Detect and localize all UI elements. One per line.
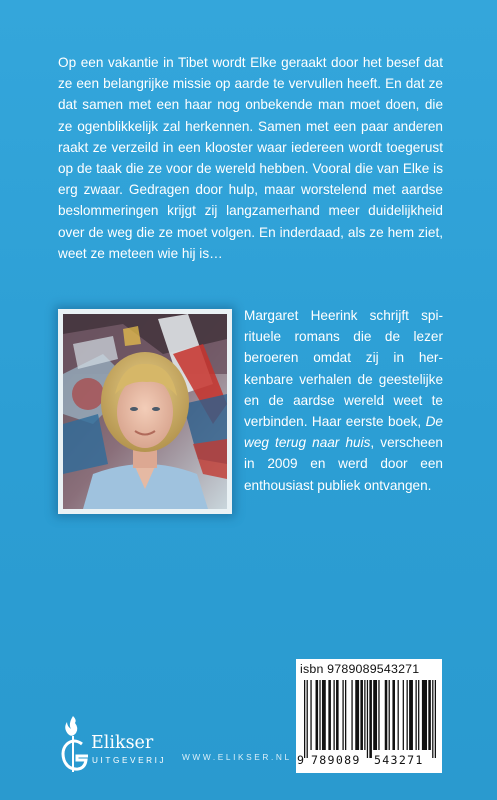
barcode-bar	[345, 680, 346, 750]
barcode-bar	[342, 680, 343, 750]
barcode-bar	[409, 680, 413, 750]
barcode-bar	[322, 680, 326, 750]
elikser-flame-g-icon	[58, 714, 92, 774]
barcode-bar	[336, 680, 339, 750]
isbn-barcode-block	[296, 659, 442, 773]
barcode-digit-first: 9	[297, 753, 304, 767]
barcode-bar	[435, 680, 436, 758]
publisher-name: Elikser	[91, 733, 154, 753]
barcode-bar	[307, 680, 308, 758]
barcode-bar	[319, 680, 320, 750]
barcode-bar	[422, 680, 427, 750]
barcode-bar	[403, 680, 404, 750]
barcode-bar	[310, 680, 311, 750]
barcode-bar	[328, 680, 331, 750]
barcode-bar	[432, 680, 433, 758]
barcode-bar	[385, 680, 388, 750]
barcode-bar	[398, 680, 399, 750]
first-book-title: De weg terug naar huis	[244, 414, 443, 451]
author-photo-frame	[58, 309, 232, 514]
barcode-bar	[418, 680, 419, 750]
barcode-bar	[355, 680, 359, 750]
barcode-bar	[428, 680, 431, 750]
barcode-bars	[304, 680, 436, 758]
barcode-bar	[367, 680, 368, 758]
barcode-bar	[407, 680, 408, 750]
barcode-bar	[351, 680, 352, 750]
barcode-bar	[416, 680, 417, 750]
barcode-bar	[316, 680, 319, 750]
author-bio-text: Margaret Heerink schrijft spirituele romans die de lezer beroeren omdat zij in herkenbare verhalen de geestelijke en de aardse wereld weet te verbinden. Haar eerste boek,	[244, 308, 443, 430]
publisher-website: WWW.ELIKSER.NL	[182, 752, 292, 762]
barcode-digit-group-left: 789089	[311, 753, 361, 767]
author-photo	[63, 314, 227, 509]
isbn-label: isbn 9789089543271	[300, 662, 420, 676]
barcode	[304, 680, 436, 758]
barcode-bar	[304, 680, 305, 758]
publisher-subtitle: UITGEVERIJ	[92, 756, 167, 765]
author-bio	[244, 305, 443, 496]
barcode-bar	[360, 680, 363, 750]
barcode-bar	[333, 680, 334, 750]
blurb-text: Op een vakantie in Tibet wordt Elke geraakt door het besef dat ze een belangrijke missie op aarde te vervullen heeft. En dat ze dat samen met een haar nog onbekende man moet doen, die ze ogenblikkelijk zal herkennen. Samen met een paar anderen raakt ze verzeild in een klooster waar iedereen wordt toegerust op de taak die ze voor de wereld hebben. Vooral die van Elke is erg zwaar. Gedragen door hulp, maar worstelend met aardse beslommeringen krijgt zij langzamerhand meer duidelijkheid over de weg die ze moet volgen. En inderdaad, als ze hem ziet, weet ze meteen wie hij is…	[58, 55, 443, 261]
barcode-bar	[373, 680, 377, 750]
barcode-bar	[392, 680, 395, 750]
author-portrait-image	[63, 314, 227, 509]
barcode-bar	[378, 680, 379, 750]
publisher-logo	[58, 714, 198, 774]
barcode-bar	[369, 680, 372, 758]
barcode-bar	[389, 680, 390, 750]
author-bio-text-end: , verscheen in 2009 en werd door een enthousiast publiek ontvangen.	[244, 435, 443, 493]
barcode-bar	[364, 680, 365, 750]
barcode-digit-group-right: 543271	[374, 753, 424, 767]
